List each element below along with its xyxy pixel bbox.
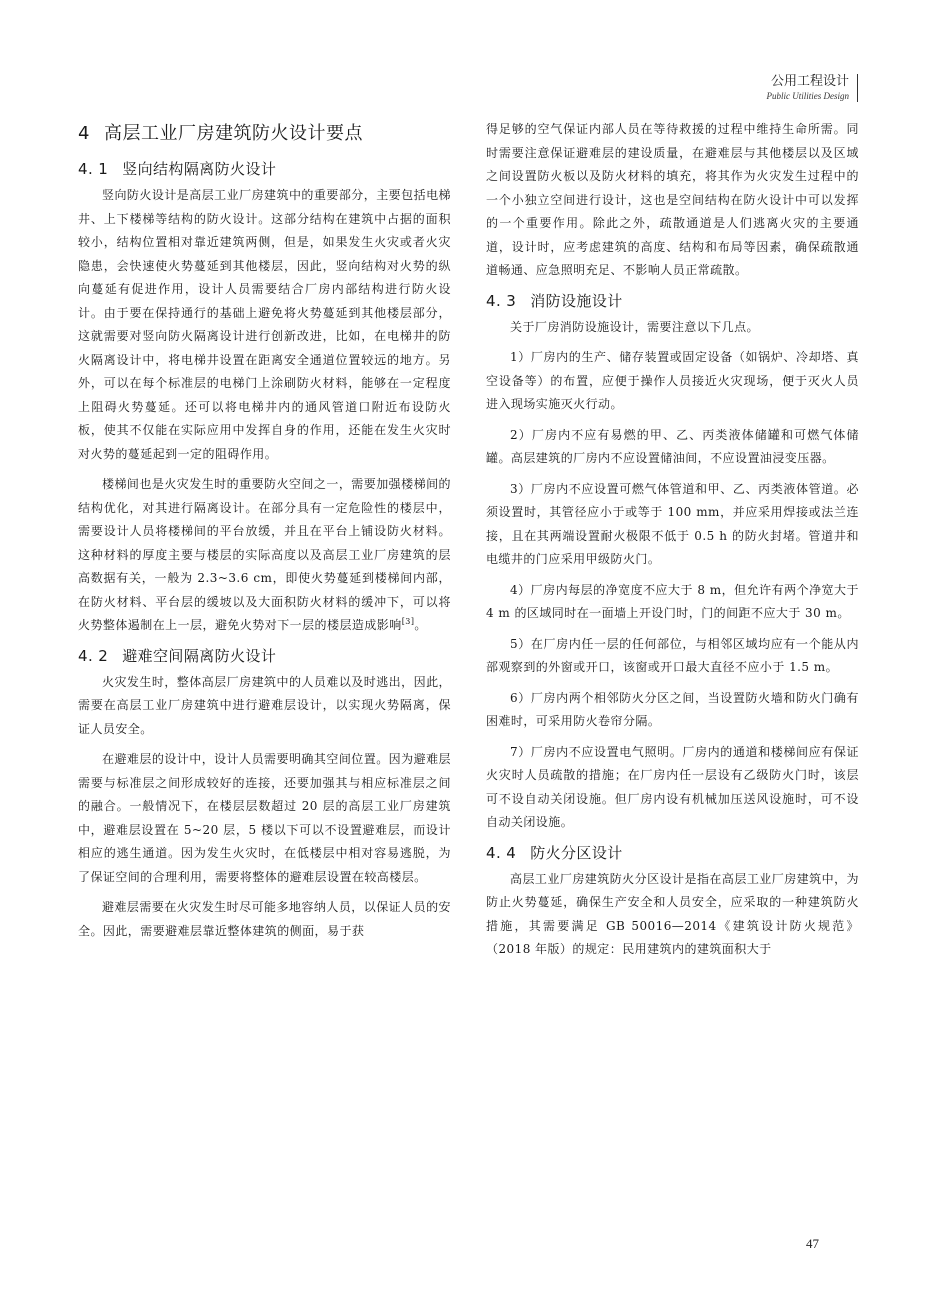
section-number: 4 <box>78 123 90 144</box>
page-number: 47 <box>806 1236 819 1251</box>
journal-name-en: Public Utilities Design <box>766 91 849 101</box>
paragraph-end: 。 <box>414 618 427 632</box>
subsection-number: 4. 2 <box>78 646 109 665</box>
right-column <box>486 118 859 969</box>
subsection-4-4-heading <box>486 842 859 864</box>
section-title: 高层工业厂房建筑防火设计要点 <box>103 123 363 144</box>
subsection-number: 4. 1 <box>78 160 109 178</box>
subsection-title: 防火分区设计 <box>530 843 623 862</box>
list-item: 6）厂房内两个相邻防火分区之间，当设置防火墙和防火门确有困难时，可采用防火卷帘分隔。 <box>486 690 859 728</box>
subsection-4-2-heading <box>78 645 451 667</box>
journal-header <box>767 74 859 102</box>
list-item: 1）厂房内的生产、储存装置或固定设备（如锅炉、冷却塔、真空设备等）的布置，应便于操作人员接近火灾现场，便于灭火人员进入现场实施灭火行动。 <box>486 350 859 411</box>
citation-ref: [3] <box>401 617 415 626</box>
journal-name-cn: 公用工程设计 <box>770 74 849 89</box>
subsection-4-3-heading <box>486 290 859 312</box>
paragraph: 高层工业厂房建筑防火分区设计是指在高层工业厂房建筑中，为防止火势蔓延，确保生产安全和人员安全，应采取的一种建筑防火措施，其需要满足 GB 50016—2014《建筑设计防火规范》（2018 年版）的规定：民用建筑内的建筑面积大于 <box>486 871 859 956</box>
paragraph: 关于厂房消防设施设计，需要注意以下几点。 <box>510 319 760 334</box>
paragraph <box>78 473 451 638</box>
subsection-title: 消防设施设计 <box>530 291 623 310</box>
list-item: 3）厂房内不应设置可燃气体管道和甲、乙、丙类液体管道。必须设置时，其管径应小于或等于 100 mm，并应采用焊接或法兰连接，且在其两端设置耐火极限不低于 0.5 h 的防火封堵。管道井和电缆井的门应采用甲级防火门。 <box>486 481 859 566</box>
subsection-title: 避难空间隔离防火设计 <box>122 646 277 665</box>
paragraph: 在避难层的设计中，设计人员需要明确其空间位置。因为避难层需要与标准层之间形成较好的连接，还要加强其与相应标准层之间的融合。一般情况下，在楼层层数超过 20 层的高层工业厂房建筑中，避难层设置在 5~20 层，5 楼以下可以不设置避难层，而设计相应的逃生通道。因为发生火灾时，在低楼层中相对容易逃脱，为了保证空间的合理利用，需要将整体的避难层设置在较高楼层。 <box>78 752 451 884</box>
subsection-number: 4. 4 <box>486 843 517 862</box>
paragraph: 避难层需要在火灾发生时尽可能多地容纳人员，以保证人员的安全。因此，需要避难层靠近整体建筑的侧面，易于获 <box>78 900 451 938</box>
paragraph-continued: 得足够的空气保证内部人员在等待救援的过程中维持生命所需。同时需要注意保证避难层的建设质量，在避难层与其他楼层以及区域之间设置防火板以及防火材料的填充，将其作为火灾发生过程中的一个小独立空间进行设计，这也是空间结构在防火设计中可以发挥的一个重要作用。除此之外，疏散通道是人们逃离火灾的主要通道，设计时，应考虑建筑的高度、结构和布局等因素，确保疏散通道畅通、应急照明充足、不影响人员正常疏散。 <box>486 122 859 277</box>
paragraph: 竖向防火设计是高层工业厂房建筑中的重要部分，主要包括电梯井、上下楼梯等结构的防火设计。这部分结构在建筑中占据的面积较小，结构位置相对靠近建筑两侧，但是，如果发生火灾或者火灾隐患，会快速使火势蔓延到其他楼层，因此，竖向结构对火势的纵向蔓延有促进作用，设计人员需要结合厂房内部结构进行防火设计。由于要在保持通行的基础上避免将火势蔓延到其他楼层部分，这就需要对竖向防火隔离设计进行创新改进，比如，在电梯井的防火隔离设计中，将电梯井设置在距离安全通道位置较远的地方。另外，可以在每个标准层的电梯门上涂刷防火材料，能够在一定程度上阻碍火势蔓延。还可以将电梯井内的通风管道口附近布设防火板，使其不仅能在实际应用中发挥自身的作用，还能在发生火灾时对火势的蔓延起到一定的阻碍作用。 <box>78 188 451 461</box>
left-column <box>78 118 451 950</box>
list-item: 5）在厂房内任一层的任何部位，与相邻区域均应有一个能从内部观察到的外窗或开口，该窗或开口最大直径不应小于 1.5 m。 <box>486 636 859 674</box>
list-item: 4）厂房内每层的净宽度不应大于 8 m，但允许有两个净宽大于 4 m 的区域同时在一面墙上开设门时，门的间距不应大于 30 m。 <box>486 582 859 620</box>
section-4-heading <box>78 122 451 146</box>
subsection-title: 竖向结构隔离防火设计 <box>122 160 277 178</box>
subsection-4-1-heading <box>78 158 451 180</box>
list-item: 7）厂房内不应设置电气照明。厂房内的通道和楼梯间应有保证火灾时人员疏散的措施；在厂房内任一层设有乙级防火门时，该层可不设自动关闭设施。但厂房内设有机械加压送风设施时，可不设自动关闭设施。 <box>486 744 859 829</box>
paragraph-text: 楼梯间也是火灾发生时的重要防火空间之一，需要加强楼梯间的结构优化，对其进行隔离设计。在部分具有一定危险性的楼层中，需要设计人员将楼梯间的平台放缓，并且在平台上铺设防火材料。这种材料的厚度主要与楼层的实际高度以及高层工业厂房建筑的层高数据有关，一般为 2.3~3.6 cm，即使火势蔓延到楼梯间内部，在防火材料、平台层的缓坡以及大面积防火材料的缓冲下，可以将火势整体遏制在上一层，避免火势对下一层的楼层造成影响 <box>78 477 451 632</box>
paragraph: 火灾发生时，整体高层厂房建筑中的人员难以及时逃出，因此，需要在高层工业厂房建筑中进行避难层设计，以实现火势隔离，保证人员安全。 <box>78 674 451 736</box>
subsection-number: 4. 3 <box>486 291 517 310</box>
list-item: 2）厂房内不应有易燃的甲、乙、丙类液体储罐和可燃气体储罐。高层建筑的厂房内不应设置储油间，不应设置油浸变压器。 <box>486 427 859 465</box>
